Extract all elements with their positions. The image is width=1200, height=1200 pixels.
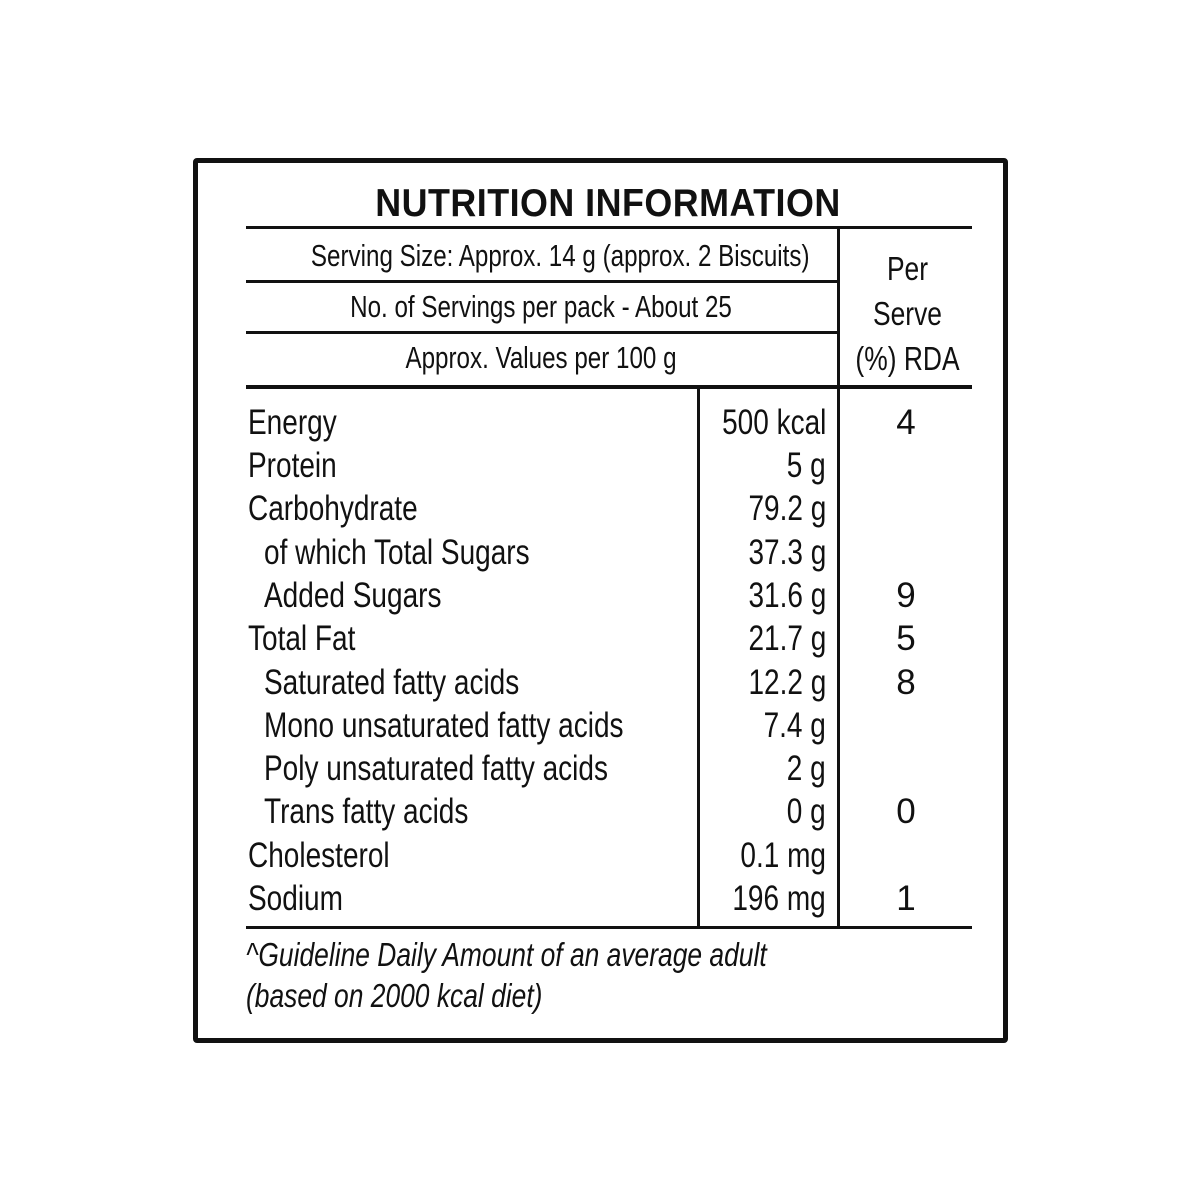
nutrient-name: Energy	[248, 403, 337, 442]
nutrient-value: 2 g	[787, 749, 826, 788]
nutrient-value: 0.1 mg	[740, 836, 826, 875]
nutrient-rda: 4	[896, 403, 916, 442]
nutrient-name: Carbohydrate	[248, 489, 418, 528]
footnote-line-2: (based on 2000 kcal diet)	[246, 977, 543, 1014]
nutrient-row-poly-unsaturated-fat	[248, 747, 972, 790]
nutrient-row-protein	[248, 444, 972, 487]
nutrient-value: 0 g	[787, 792, 826, 831]
nutrient-value: 7.4 g	[763, 706, 826, 745]
nutrient-row-cholesterol	[248, 834, 972, 877]
nutrient-rda: 0	[896, 792, 916, 831]
nutrient-row-total-fat	[248, 617, 972, 660]
nutrient-name: Sodium	[248, 879, 343, 918]
nutrient-name: Added Sugars	[264, 576, 442, 615]
nutrient-name: Cholesterol	[248, 836, 390, 875]
rda-header-line-3: (%) RDA	[855, 340, 960, 377]
rule-under-servings-per-pack	[246, 331, 840, 334]
nutrient-row-carbohydrate	[248, 487, 972, 530]
nutrient-rda: 9	[896, 576, 916, 615]
nutrient-name: Trans fatty acids	[264, 792, 469, 831]
nutrient-rda: 5	[896, 619, 916, 658]
nutrient-value: 196 mg	[732, 879, 826, 918]
nutrient-row-saturated-fat	[248, 661, 972, 704]
servings-per-pack-text: No. of Servings per pack - About 25	[350, 289, 732, 324]
nutrient-name: Saturated fatty acids	[264, 663, 520, 702]
nutrient-row-trans-fat	[248, 790, 972, 833]
rule-under-title	[246, 226, 972, 229]
serving-size-text: Serving Size: Approx. 14 g (approx. 2 Biscuits)	[310, 238, 810, 273]
values-basis-text: Approx. Values per 100 g	[405, 340, 677, 375]
footnote-line-1: ^Guideline Daily Amount of an average adult	[246, 936, 767, 973]
nutrient-row-added-sugars	[248, 574, 972, 617]
label-title: NUTRITION INFORMATION	[375, 182, 841, 225]
nutrient-name: Mono unsaturated fatty acids	[264, 706, 624, 745]
rda-column-header	[854, 246, 962, 381]
rule-under-header	[246, 385, 972, 389]
nutrient-name: Total Fat	[248, 619, 356, 658]
nutrient-row-sodium	[248, 877, 972, 920]
nutrient-value: 12.2 g	[748, 663, 826, 702]
nutrient-name: of which Total Sugars	[264, 533, 530, 572]
nutrient-row-energy	[248, 401, 972, 444]
nutrient-row-mono-unsaturated-fat	[248, 704, 972, 747]
footnote	[246, 934, 822, 1016]
rda-header-line-1: Per	[886, 250, 929, 287]
nutrient-value: 31.6 g	[748, 576, 826, 615]
nutrient-value: 500 kcal	[721, 403, 826, 442]
nutrient-row-total-sugars	[248, 531, 972, 574]
nutrient-rda: 1	[896, 879, 916, 918]
nutrient-value: 21.7 g	[748, 619, 826, 658]
rule-above-footnote	[246, 926, 972, 929]
rda-header-line-2: Serve	[873, 295, 942, 332]
nutrient-name: Protein	[248, 446, 337, 485]
nutrient-value: 5 g	[787, 446, 826, 485]
rule-under-serving-size	[246, 280, 840, 283]
nutrient-rda: 8	[896, 663, 916, 702]
nutrient-value: 37.3 g	[748, 533, 826, 572]
nutrient-name: Poly unsaturated fatty acids	[264, 749, 608, 788]
nutrient-value: 79.2 g	[748, 489, 826, 528]
